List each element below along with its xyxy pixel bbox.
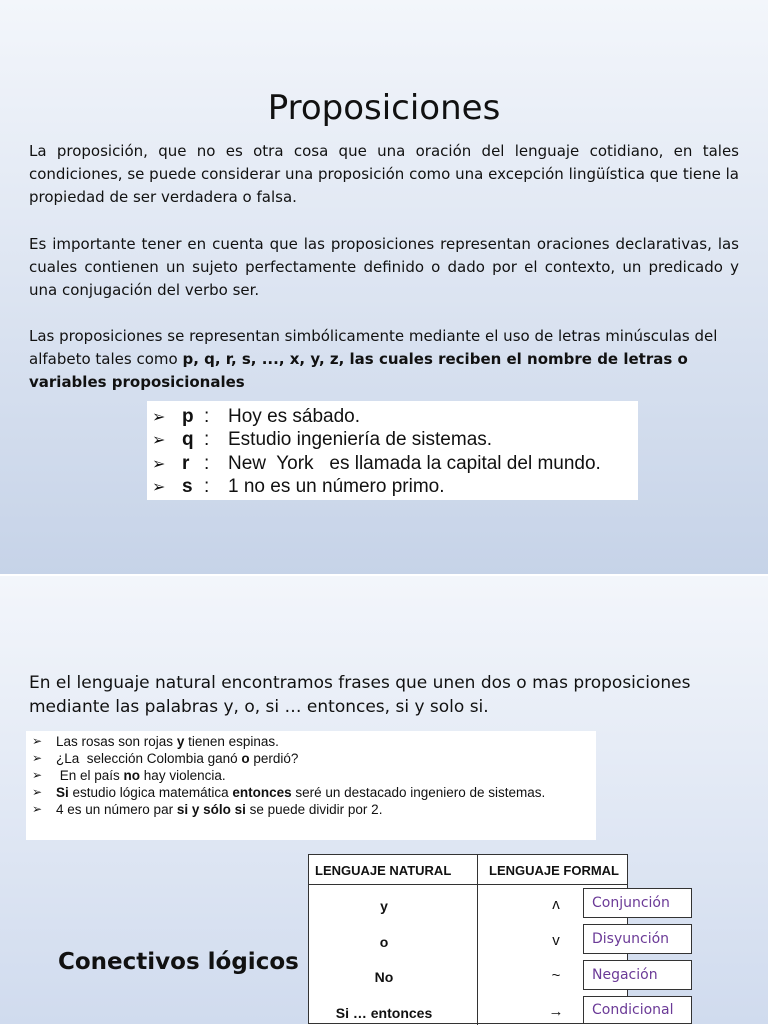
example-text: Hoy es sábado. <box>228 405 361 427</box>
sentence-connective: o <box>241 751 250 766</box>
slide-title: Proposiciones <box>267 88 501 128</box>
example-separator: : <box>204 405 210 427</box>
example-variable: q <box>182 429 194 451</box>
examples-box <box>147 401 638 500</box>
formal-symbol: ~ <box>551 967 561 984</box>
sentence-part: ¿La selección Colombia ganó <box>56 751 242 766</box>
example-row <box>147 405 638 429</box>
natural-connective: y <box>380 898 388 914</box>
sentence-text <box>56 784 594 801</box>
sentence-text <box>56 801 594 818</box>
sentence-part: En el país <box>56 768 124 783</box>
header-formal-language: LENGUAJE FORMAL <box>489 863 619 878</box>
natural-connective: No <box>374 969 394 985</box>
sentence-connective: Si <box>56 785 69 800</box>
sentence-row <box>32 767 594 784</box>
sentence-text <box>56 750 594 767</box>
sentence-row <box>32 750 594 767</box>
sentence-connective: entonces <box>232 785 292 800</box>
sentence-part: hay violencia. <box>140 768 226 783</box>
paragraph-variables-bold: p, q, r, s, ..., x, y, z, las cuales reciben el nombre de letras o variables proposicionales <box>29 350 688 391</box>
sentence-connective: si y sólo si <box>176 802 246 817</box>
arrow-bullet-icon: ➢ <box>32 768 43 782</box>
connective-name-negacion: Negación <box>583 960 692 990</box>
sentence-part: tienen espinas. <box>184 734 279 749</box>
sentence-text <box>56 767 594 784</box>
sentence-part: estudio lógica matemática <box>68 785 233 800</box>
sentence-connective: no <box>123 768 141 783</box>
arrow-bullet-icon: ➢ <box>32 751 43 765</box>
sentence-part: 4 es un número par <box>56 802 177 817</box>
sentence-row <box>32 784 594 801</box>
example-separator: : <box>204 452 210 474</box>
header-natural-language: LENGUAJE NATURAL <box>315 863 452 878</box>
arrow-bullet-icon: ➢ <box>152 479 166 497</box>
paragraph-variables <box>29 325 739 394</box>
sentence-text <box>56 733 594 750</box>
paragraph-declarative: Es importante tener en cuenta que las proposiciones representan oraciones declarativas, las cuales contienen un sujeto perfectamente definido o dado por el contexto, un predicado y una conjugación del verbo ser. <box>29 235 739 299</box>
connective-name-disyuncion: Disyunción <box>583 924 692 954</box>
connectives-table <box>308 854 628 1024</box>
example-row <box>147 476 638 500</box>
arrow-bullet-icon: ➢ <box>152 432 166 450</box>
sentence-part: perdió? <box>249 751 299 766</box>
arrow-bullet-icon: ➢ <box>32 734 43 748</box>
example-row <box>147 452 638 476</box>
sentence-part: Las rosas son rojas <box>56 734 177 749</box>
formal-symbol: v <box>552 932 560 949</box>
formal-symbol: → <box>548 1003 564 1020</box>
connective-name-conjuncion: Conjunción <box>583 888 692 918</box>
example-text: 1 no es un número primo. <box>228 476 445 498</box>
sentence-row <box>32 733 594 750</box>
example-separator: : <box>204 476 210 498</box>
arrow-bullet-icon: ➢ <box>32 785 43 799</box>
example-variable: r <box>182 452 190 474</box>
arrow-bullet-icon: ➢ <box>32 802 43 816</box>
example-separator: : <box>204 429 210 451</box>
sentence-row <box>32 801 594 818</box>
example-text: New York es llamada la capital del mundo. <box>228 452 601 474</box>
sentence-part: se puede dividir por 2. <box>245 802 383 817</box>
natural-connective: o <box>379 934 389 950</box>
table-header-divider <box>309 884 627 885</box>
arrow-bullet-icon: ➢ <box>152 455 166 473</box>
paragraph-definition: La proposición, que no es otra cosa que una oración del lenguaje cotidiano, en tales condiciones, se puede considerar una proposición como una excepción lingüística que tiene la propiedad de ser verdadera o falsa. <box>29 142 739 206</box>
paragraph-variables-text: Las proposiciones se representan simbólicamente mediante el uso de letras minúsculas del alfabeto tales como <box>29 327 718 368</box>
example-text: Estudio ingeniería de sistemas. <box>228 429 493 451</box>
intro-natural-language: En el lenguaje natural encontramos frases que unen dos o mas proposiciones mediante las palabras y, o, si … entonces, si y solo si. <box>29 673 691 717</box>
table-column-divider <box>477 855 478 1025</box>
example-row <box>147 429 638 453</box>
sentence-connective: y <box>176 734 185 749</box>
example-variable: s <box>182 476 193 498</box>
sentence-part: seré un destacado ingeniero de sistemas. <box>291 785 546 800</box>
sentences-box <box>26 731 596 840</box>
natural-connective: Si … entonces <box>335 1005 433 1021</box>
connective-name-condicional: Condicional <box>583 996 692 1024</box>
formal-symbol: ʌ <box>552 896 560 913</box>
arrow-bullet-icon: ➢ <box>152 408 166 426</box>
conectivos-heading: Conectivos lógicos <box>58 949 299 975</box>
example-variable: p <box>182 405 194 427</box>
